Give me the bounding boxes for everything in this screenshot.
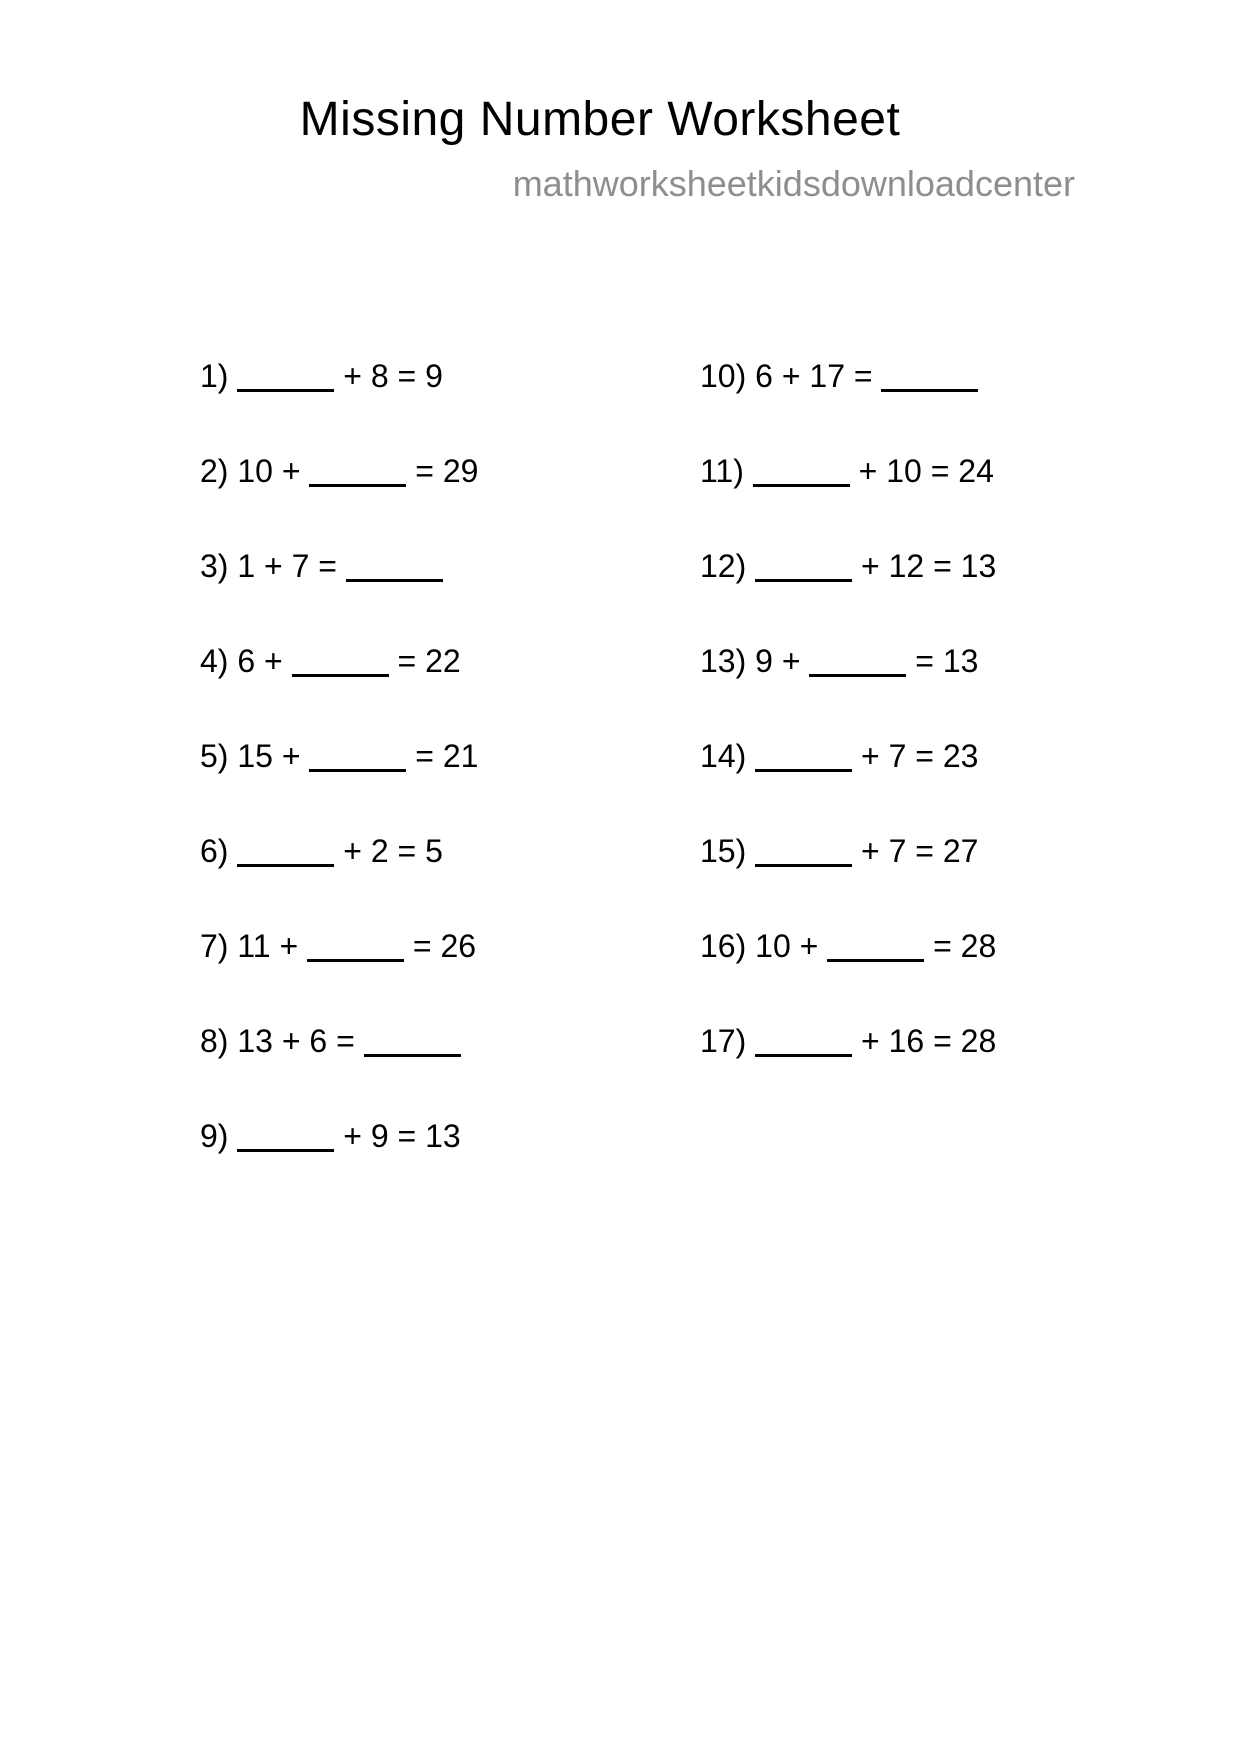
answer-blank	[346, 579, 443, 582]
answer-blank	[307, 959, 404, 962]
answer-blank	[755, 1054, 852, 1057]
problem-12: 12) + 12 = 13	[700, 548, 997, 584]
answer-blank	[309, 769, 406, 772]
answer-blank	[292, 674, 389, 677]
answer-blank	[753, 484, 850, 487]
problem-9: 9) + 9 = 13	[200, 1118, 461, 1154]
answer-blank	[237, 864, 334, 867]
answer-blank	[309, 484, 406, 487]
problem-1: 1) + 8 = 9	[200, 358, 443, 394]
answer-blank	[881, 389, 978, 392]
problem-2: 2) 10 + = 29	[200, 453, 479, 489]
problem-3: 3) 1 + 7 =	[200, 519, 700, 614]
problem-13: 13) 9 + = 13	[700, 643, 979, 679]
site-watermark: mathworksheetkidsdownloadcenter	[512, 163, 1075, 204]
answer-blank	[237, 1149, 334, 1152]
problems-grid	[200, 329, 1240, 1184]
problem-10: 10) 6 + 17 =	[700, 329, 1200, 424]
answer-blank	[755, 769, 852, 772]
problem-6: 6) + 2 = 5	[200, 833, 443, 869]
answer-blank	[827, 959, 924, 962]
answer-blank	[755, 864, 852, 867]
answer-blank	[237, 389, 334, 392]
problem-4: 4) 6 + = 22	[200, 643, 461, 679]
problem-5: 5) 15 + = 21	[200, 738, 479, 774]
worksheet-header	[0, 0, 1240, 206]
problem-7: 7) 11 + = 26	[200, 928, 477, 964]
problem-17: 17) + 16 = 28	[700, 1023, 997, 1059]
problem-11: 11) + 10 = 24	[700, 453, 994, 489]
problem-15: 15) + 7 = 27	[700, 833, 979, 869]
problem-16: 16) 10 + = 28	[700, 928, 997, 964]
answer-blank	[755, 579, 852, 582]
problem-8: 8) 13 + 6 =	[200, 994, 700, 1089]
problem-14: 14) + 7 = 23	[700, 738, 979, 774]
answer-blank	[809, 674, 906, 677]
answer-blank	[364, 1054, 461, 1057]
page-title: Missing Number Worksheet	[299, 93, 901, 146]
